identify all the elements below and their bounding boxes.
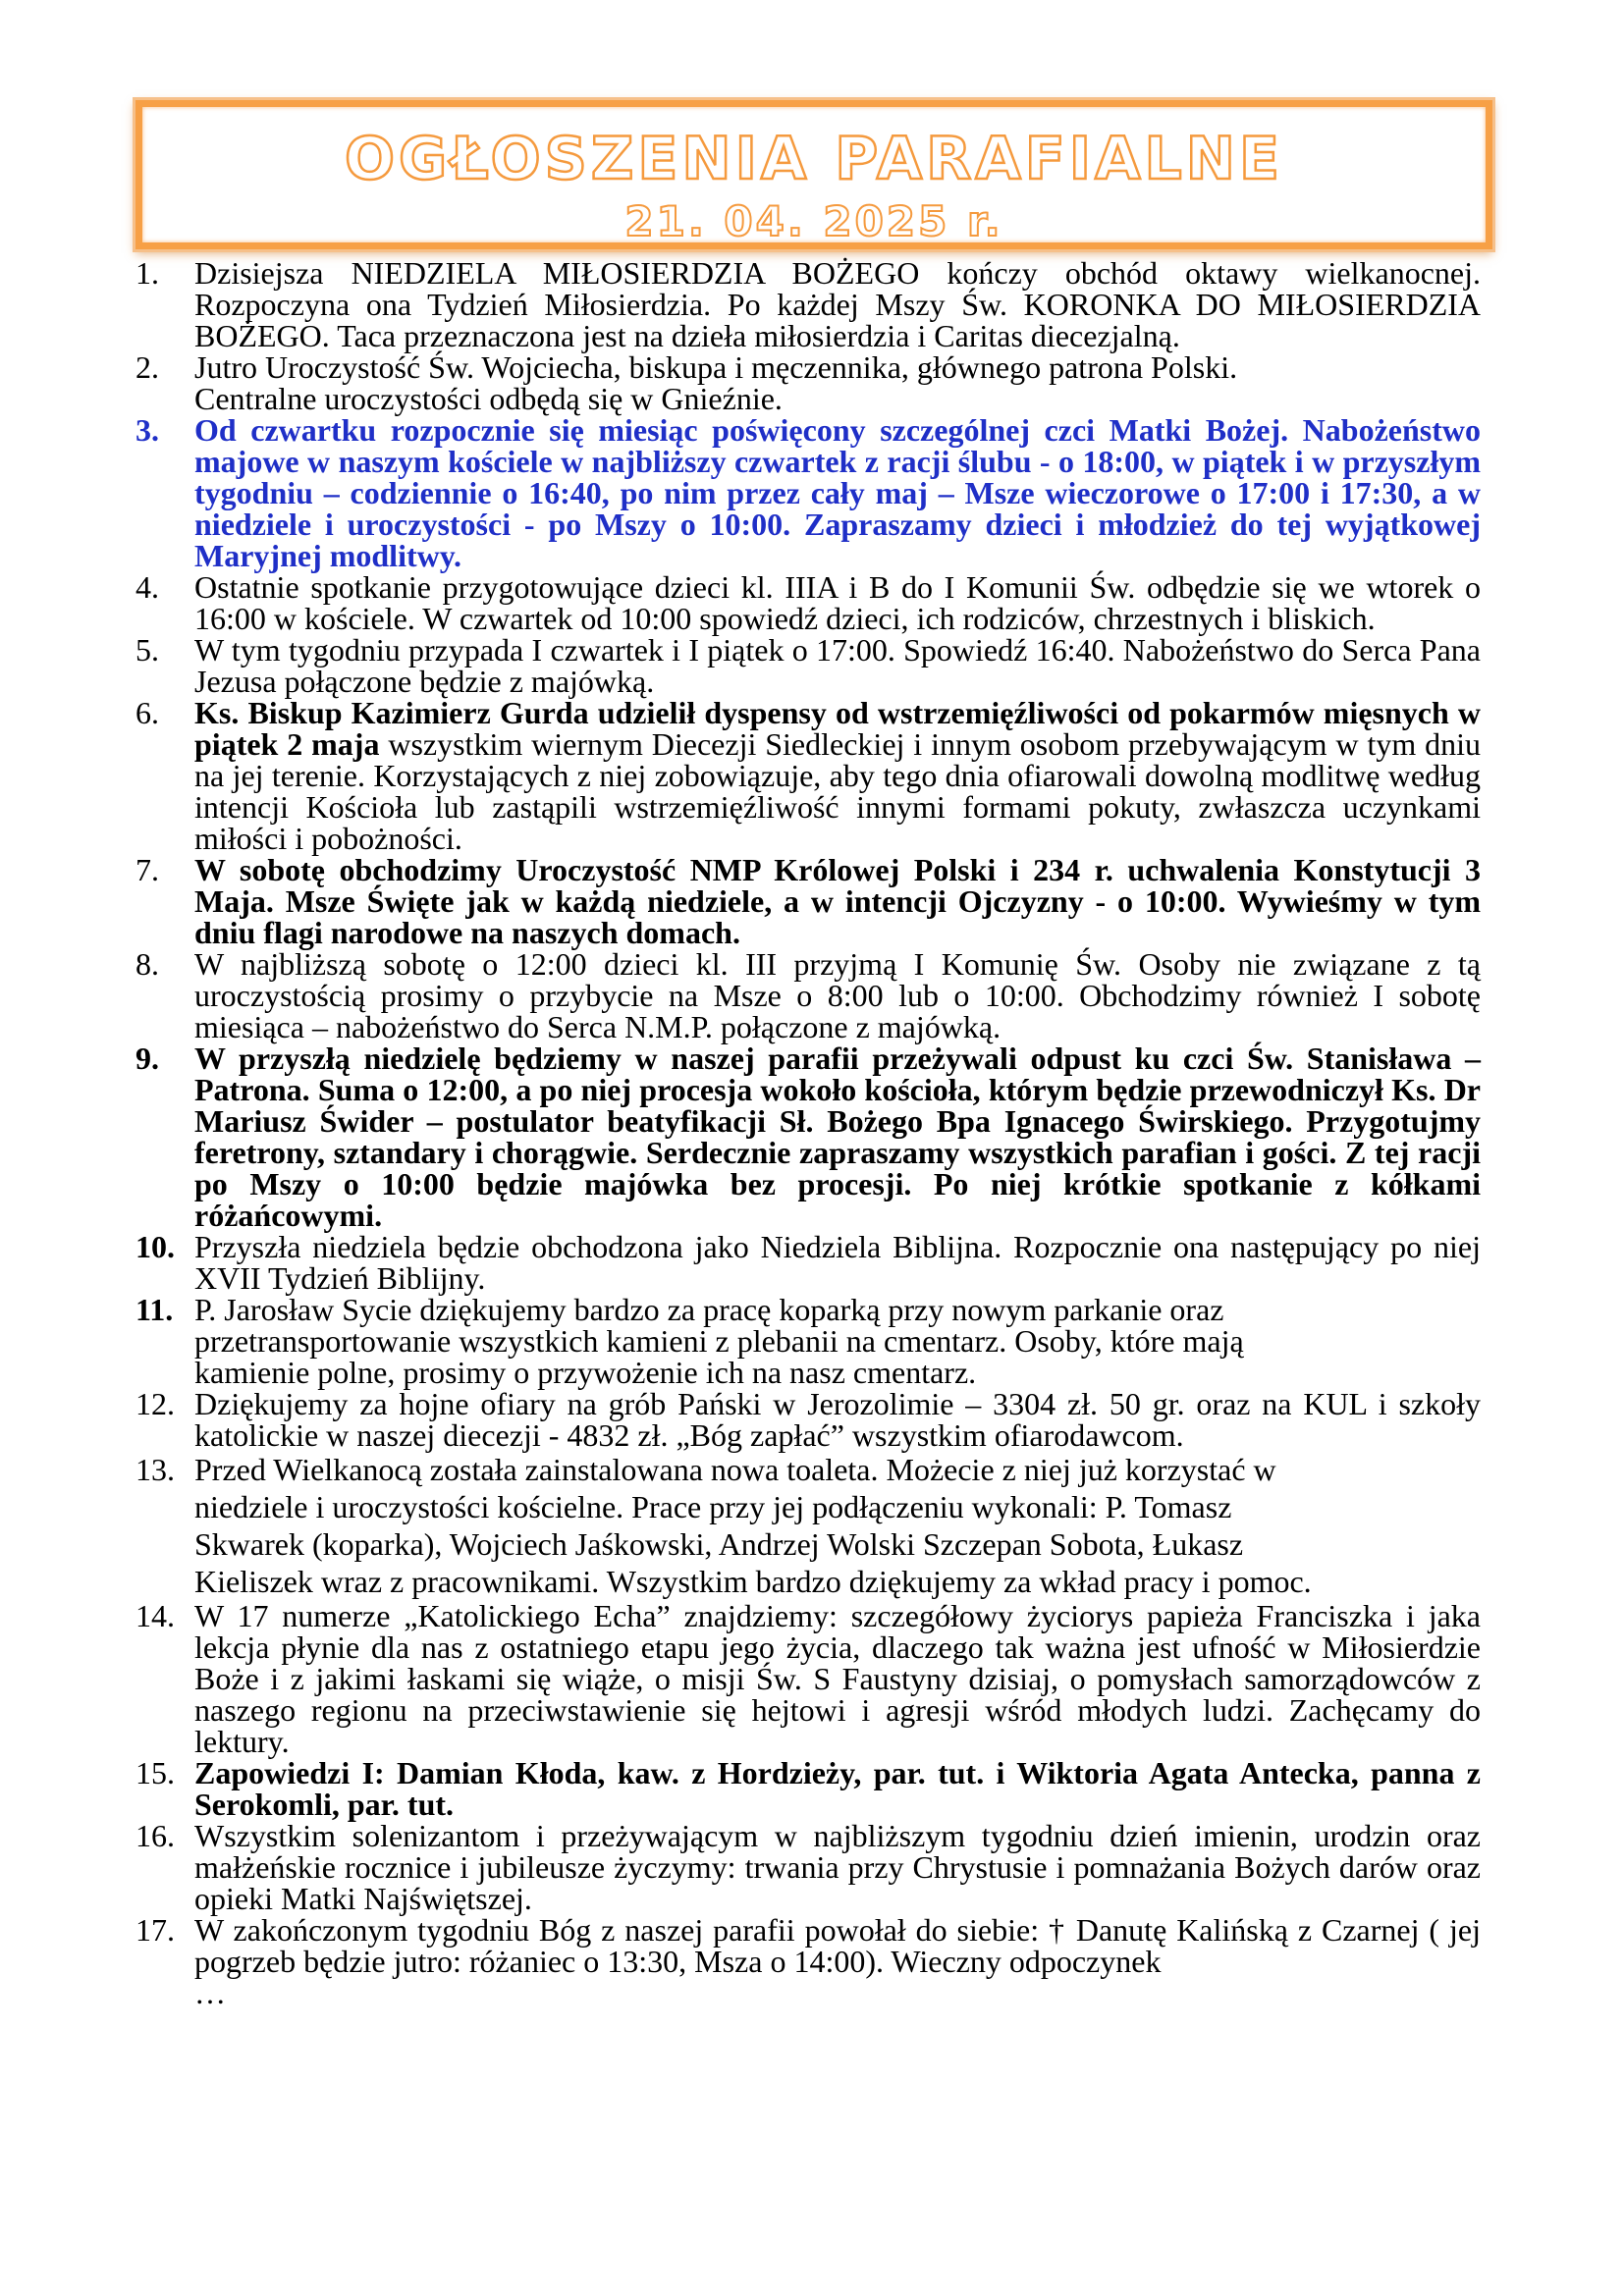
item-text: niedziele i uroczystości kościelne. Prace przy jej podłączeniu wykonali: P. Tomasz <box>194 1489 1232 1524</box>
item-text-bold: Ks. Biskup Kazimierz Gurda udzielił dyspensy od wstrzemięźliwości od pokarmów mięsnych w piątek 2 maja <box>194 695 1481 762</box>
item-number: 3. <box>135 412 159 448</box>
item-number: 4. <box>135 569 159 605</box>
item-text: W 17 numerze „Katolickiego Echa” znajdziemy: szczegółowy życiorys papieża Franciszka i jaka lekcja płynie dla nas z ostatniego etapu jego życia, dlaczego tak ważna jest ufność w Miłosierdzie Boże i z jakimi łaskami się wiąże, o misji Św. S Faustyny dzisiaj, o pomysłach samorządowców z naszego regionu na przeciwstawienie się hejtowi i agresji wśród młodych ludzi. Zachęcamy do lektury. <box>194 1598 1481 1759</box>
item-text: Dziękujemy za hojne ofiary na grób Pański w Jerozolimie – 3304 zł. 50 gr. oraz na KUL i szkoły katolickie w naszej diecezji - 4832 zł. „Bóg zapłać” wszystkim ofiarodawcom. <box>194 1386 1481 1453</box>
item-text: W sobotę obchodzimy Uroczystość NMP Królowej Polski i 234 r. uchwalenia Konstytucji 3 Maja. Msze Święte jak w każdą niedziele, a w intencji Ojczyzny - o 10:00. Wywieśmy w tym dniu flagi narodowe na naszych domach. <box>194 852 1481 950</box>
item-text: wszystkim wiernym Diecezji Siedleckiej i innym osobom przebywającym w tym dniu na jej terenie. Korzystających z niej zobowiązuje, aby tego dnia ofiarowali dowolną modlitwę według intencji Kościoła lub zastąpili wstrzemięźliwość innymi formami pokuty, zwłaszcza uczynkami miłości i pobożności. <box>194 726 1481 856</box>
item-number: 9. <box>135 1041 159 1076</box>
item-text: Ostatnie spotkanie przygotowujące dzieci kl. IIIA i B do I Komunii Św. odbędzie się we wtorek o 16:00 w kościele. W czwartek od 10:00 spowiedź dzieci, ich rodziców, chrzestnych i bliskich. <box>194 569 1481 636</box>
item-number: 7. <box>135 852 159 887</box>
announcement-16 <box>0 1820 1481 1914</box>
item-text: Kieliszek wraz z pracownikami. Wszystkim bardzo dziękujemy za wkład pracy i pomoc. <box>194 1564 1312 1599</box>
item-number: 8. <box>135 946 159 982</box>
item-text: Centralne uroczystości odbędą się w Gnieźnie. <box>194 381 783 416</box>
item-text: Przed Wielkanocą została zainstalowana nowa toaleta. Możecie z niej już korzystać w <box>194 1452 1276 1487</box>
item-number: 10. <box>135 1229 175 1264</box>
announcement-14 <box>0 1600 1481 1757</box>
item-text: W zakończonym tygodniu Bóg z naszej parafii powołał do siebie: † Danutę Kalińską z Czarnej ( jej pogrzeb będzie jutro: różaniec o 13:30, Msza o 14:00). Wieczny odpoczynek <box>194 1912 1481 1979</box>
item-number: 11. <box>135 1292 174 1327</box>
item-text: W tym tygodniu przypada I czwartek i I piątek o 17:00. Spowiedź 16:40. Nabożeństwo do Serca Pana Jezusa połączone będzie z majówką. <box>194 632 1481 699</box>
page-date: 21. 04. 2025 r. <box>624 197 1003 245</box>
item-text: przetransportowanie wszystkich kamieni z plebanii na cmentarz. Osoby, które mają <box>194 1323 1244 1359</box>
announcement-10 <box>0 1231 1481 1294</box>
item-text: … <box>194 1975 226 2010</box>
item-number: 12. <box>135 1386 175 1421</box>
announcement-8 <box>0 948 1481 1042</box>
item-text: W najbliższą sobotę o 12:00 dzieci kl. III przyjmą I Komunię Św. Osoby nie związane z tą uroczystością prosimy o przybycie na Msze o 8:00 lub o 10:00. Obchodzimy również I sobotę miesiąca – nabożeństwo do Serca N.M.P. połączone z majówką. <box>194 946 1481 1044</box>
item-number: 17. <box>135 1912 175 1948</box>
announcement-12 <box>0 1388 1481 1451</box>
announcement-7 <box>0 854 1481 948</box>
announcement-2 <box>0 351 1481 414</box>
announcement-6 <box>0 697 1481 854</box>
announcement-13 <box>0 1451 1481 1600</box>
page-title: OGŁOSZENIA PARAFIALNE <box>345 125 1283 193</box>
item-text: Wszystkim solenizantom i przeżywającym w najbliższym tygodniu dzień imienin, urodzin oraz małżeńskie rocznice i jubileusze życzymy: trwania przy Chrystusie i pomnażania Bożych darów oraz opieki Matki Najświętszej. <box>194 1818 1481 1916</box>
item-text: P. Jarosław Sycie dziękujemy bardzo za pracę koparką przy nowym parkanie oraz <box>194 1292 1224 1327</box>
item-number: 16. <box>135 1818 175 1853</box>
item-text: Przyszła niedziela będzie obchodzona jako Niedziela Biblijna. Rozpocznie ona następujący po niej XVII Tydzień Biblijny. <box>194 1229 1481 1296</box>
item-number: 15. <box>135 1755 175 1790</box>
item-number: 5. <box>135 632 159 667</box>
item-text: kamienie polne, prosimy o przywożenie ich na nasz cmentarz. <box>194 1355 977 1390</box>
header-banner <box>135 100 1492 249</box>
item-text: Jutro Uroczystość Św. Wojciecha, biskupa i męczennika, głównego patrona Polski. <box>194 349 1238 385</box>
item-text: W przyszłą niedzielę będziemy w naszej parafii przeżywali odpust ku czci Św. Stanisława – Patrona. Suma o 12:00, a po niej procesja wokoło kościoła, którym będzie przewodniczył Ks. Dr Mariusz Świder – postulator beatyfikacji Sł. Bożego Bpa Ignacego Świrskiego. Przygotujmy feretrony, sztandary i chorągwie. Serdecznie zapraszamy wszystkich parafian i gości. Z tej racji po Mszy o 10:00 będzie majówka bez procesji. Po niej krótkie spotkanie z kółkami różańcowymi. <box>194 1041 1481 1233</box>
announcement-4 <box>0 571 1481 634</box>
item-text: Dzisiejsza NIEDZIELA MIŁOSIERDZIA BOŻEGO kończy obchód oktawy wielkanocnej. Rozpoczyna ona Tydzień Miłosierdzia. Po każdej Mszy Św. KORONKA DO MIŁOSIERDZIA BOŻEGO. Taca przeznaczona jest na dzieła miłosierdzia i Caritas diecezjalną. <box>194 255 1481 353</box>
announcement-5 <box>0 634 1481 697</box>
announcement-11 <box>0 1294 1481 1388</box>
announcement-17 <box>0 1914 1481 2008</box>
announcement-1 <box>0 257 1481 351</box>
announcement-9 <box>0 1042 1481 1231</box>
item-number: 14. <box>135 1598 175 1633</box>
item-number: 2. <box>135 349 159 385</box>
item-number: 1. <box>135 255 159 291</box>
announcement-3 <box>0 414 1481 571</box>
item-text: Od czwartku rozpocznie się miesiąc poświęcony szczególnej czci Matki Bożej. Nabożeństwo majowe w naszym kościele w najbliższy czwartek z racji ślubu - o 18:00, w piątek i w przyszłym tygodniu – codziennie o 16:40, po nim przez cały maj – Msze wieczorowe o 17:00 i 17:30, a w niedziele i uroczystości - po Mszy o 10:00. Zapraszamy dzieci i młodzież do tej wyjątkowej Maryjnej modlitwy. <box>194 412 1481 573</box>
announcements-list <box>0 257 1624 2008</box>
item-text: Skwarek (koparka), Wojciech Jaśkowski, Andrzej Wolski Szczepan Sobota, Łukasz <box>194 1526 1244 1562</box>
item-text: Zapowiedzi I: Damian Kłoda, kaw. z Hordzieży, par. tut. i Wiktoria Agata Antecka, panna z Serokomli, par. tut. <box>194 1755 1481 1822</box>
item-number: 6. <box>135 695 159 730</box>
announcement-15 <box>0 1757 1481 1820</box>
item-number: 13. <box>135 1452 175 1487</box>
